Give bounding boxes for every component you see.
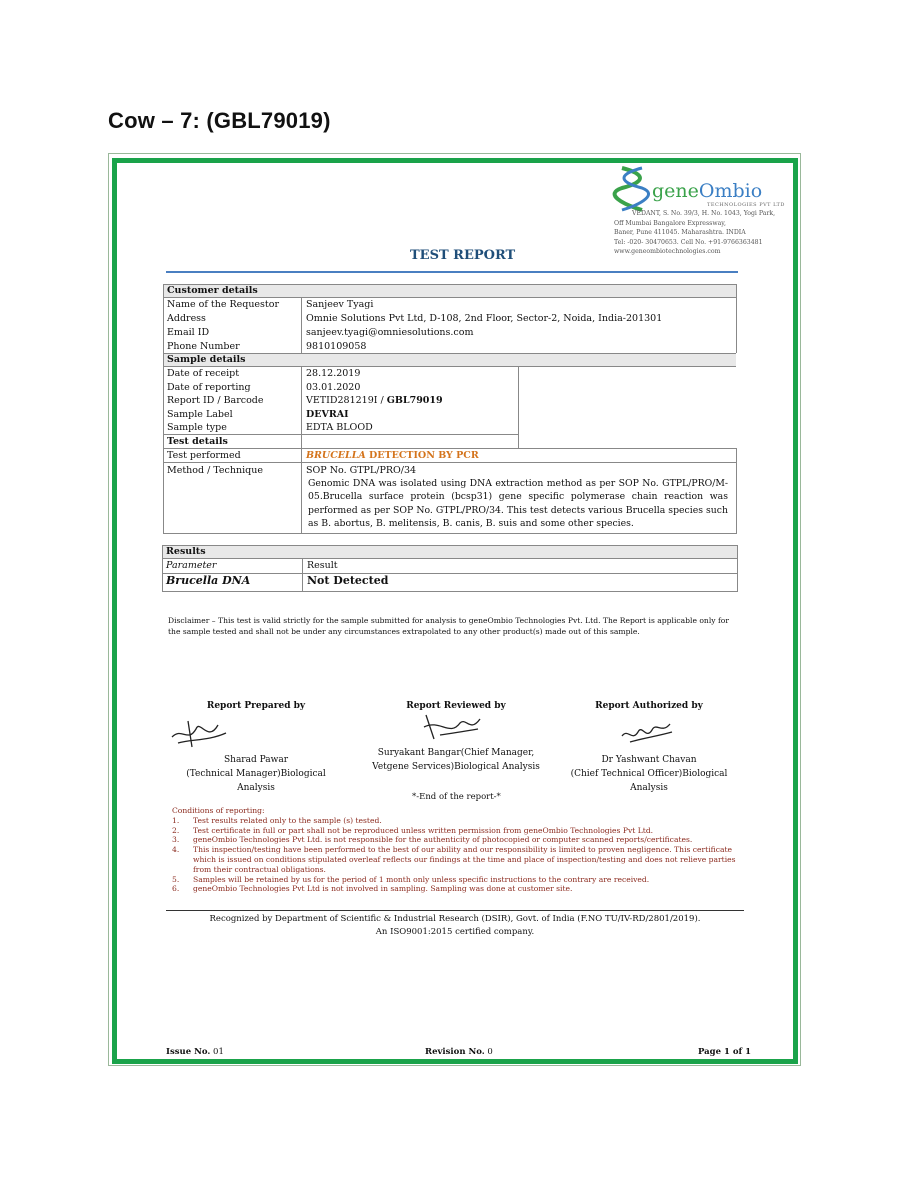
recognition: Recognized by Department of Scientific & Industrial Research (DSIR), Govt. of India (F.NO TU/IV-RD/2801/2019). An ISO9001:2015 certified company. (209, 914, 701, 937)
table-row: Method / Technique SOP No. GTPL/PRO/34 (167, 465, 417, 476)
table-row: Sample type EDTA BLOOD (167, 422, 373, 433)
table-row: Sample Label DEVRAI (167, 409, 349, 420)
signature-authorized: Report Authorized by Dr Yashwant Chavan (Chief Technical Officer)Biological Analysis (570, 701, 728, 793)
conditions-heading: Conditions of reporting: (172, 806, 265, 815)
table-row: Email ID sanjeev.tyagi@omniesolutions.com (167, 327, 474, 338)
section-sample: Sample details (163, 353, 736, 366)
logo-name: geneOmbio (652, 180, 763, 202)
table-row: Phone Number 9810109058 (167, 341, 367, 352)
dna-helix-icon (612, 164, 652, 214)
issue-number: Issue No. 01 (166, 1047, 224, 1057)
table-row: Name of the Requestor Sanjeev Tyagi (167, 299, 374, 310)
list-item: 6. geneOmbio Technologies Pvt Ltd is not involved in sampling. Sampling was done at customer site. (172, 884, 573, 894)
table-row: Date of receipt 28.12.2019 (167, 368, 361, 379)
results-table (162, 545, 737, 592)
signature-reviewed-image (420, 709, 484, 743)
signature-prepared: Report Prepared by Sharad Pawar (Technical Manager)Biological Analysis (186, 701, 326, 793)
page-number: Page 1 of 1 (698, 1047, 752, 1057)
list-item: 1. Test results related only to the sample (s) tested. (172, 815, 382, 825)
signature-reviewed: Report Reviewed by Suryakant Bangar(Chief Manager, Vetgene Services)Biological Analysis (372, 701, 540, 772)
list-item: 2. Test certificate in full or part shall not be reproduced unless written permission from geneOmbio Technologies Pvt Ltd. (172, 825, 654, 835)
page-heading: Cow – 7: (GBL79019) (108, 108, 331, 133)
logo-subtitle: TECHNOLOGIES PVT LTD (707, 202, 785, 208)
results-header-row: Parameter Result (166, 560, 338, 571)
list-item: 5. Samples will be retained by us for the period of 1 month only unless specific instructions to the contrary are received. (172, 874, 650, 884)
title-divider (166, 271, 738, 273)
section-test: Test details (163, 435, 736, 448)
table-row: Address Omnie Solutions Pvt Ltd, D-108, 2nd Floor, Sector-2, Noida, India-201301 (167, 313, 663, 324)
section-customer: Customer details (163, 284, 736, 297)
results-row: Brucella DNA Not Detected (166, 574, 389, 587)
table-row: Date of reporting 03.01.2020 (167, 382, 361, 393)
company-address: VEDANT, S. No. 39/3, H. No. 1043, Yogi Park, Off Mumbai Bangalore Expressway, Baner, Pune 411045. Maharashtra. INDIA Tel: -020- 30470653. Cell No. +91-9766363481 www.geneombiotechnologies.com (614, 210, 776, 255)
table-row: Report ID / Barcode VETID281219I / GBL79019 (167, 395, 443, 406)
list-item: 4. This inspection/testing have been performed to the best of our ability and our responsibility is limited to proven negligence. This certificate which is issued on conditions stipulated overleaf reflects our findings at the time and place of inspection/testing and does not relieve parties from their contractual obligations. (172, 845, 736, 874)
report-title: TEST REPORT (410, 248, 516, 263)
list-item: 3. geneOmbio Technologies Pvt Ltd. is not responsible for the authenticity of photocopied or computer scanned reports/certificates. (172, 835, 693, 845)
table-row: Test performed BRUCELLA DETECTION BY PCR (167, 450, 479, 461)
revision-number: Revision No. 0 (425, 1047, 493, 1057)
footer-divider (166, 910, 744, 911)
signature-authorized-image (618, 716, 674, 748)
disclaimer: Disclaimer – This test is valid strictly for the sample submitted for analysis to geneOmbio Technologies Pvt. Ltd. The Report is applicable only for the sample tested and shall not be under any circumstances extrapolated to any other product(s) made out of this sample. (168, 616, 729, 636)
method-description: Genomic DNA was isolated using DNA extraction method as per SOP No. GTPL/PRO/M-05.Brucella surface protein (bcsp31) gene specific polymerase chain reaction was performed as per SOP No. GTPL/PRO/34. This test detects various Brucella species such as B. abortus, B. melitensis, B. canis, B. suis and some other species. (308, 478, 728, 529)
end-of-report: *-End of the report-* (412, 792, 501, 802)
conditions-of-reporting (172, 806, 742, 894)
signature-prepared-image (168, 713, 230, 753)
results-heading: Results (162, 545, 737, 558)
